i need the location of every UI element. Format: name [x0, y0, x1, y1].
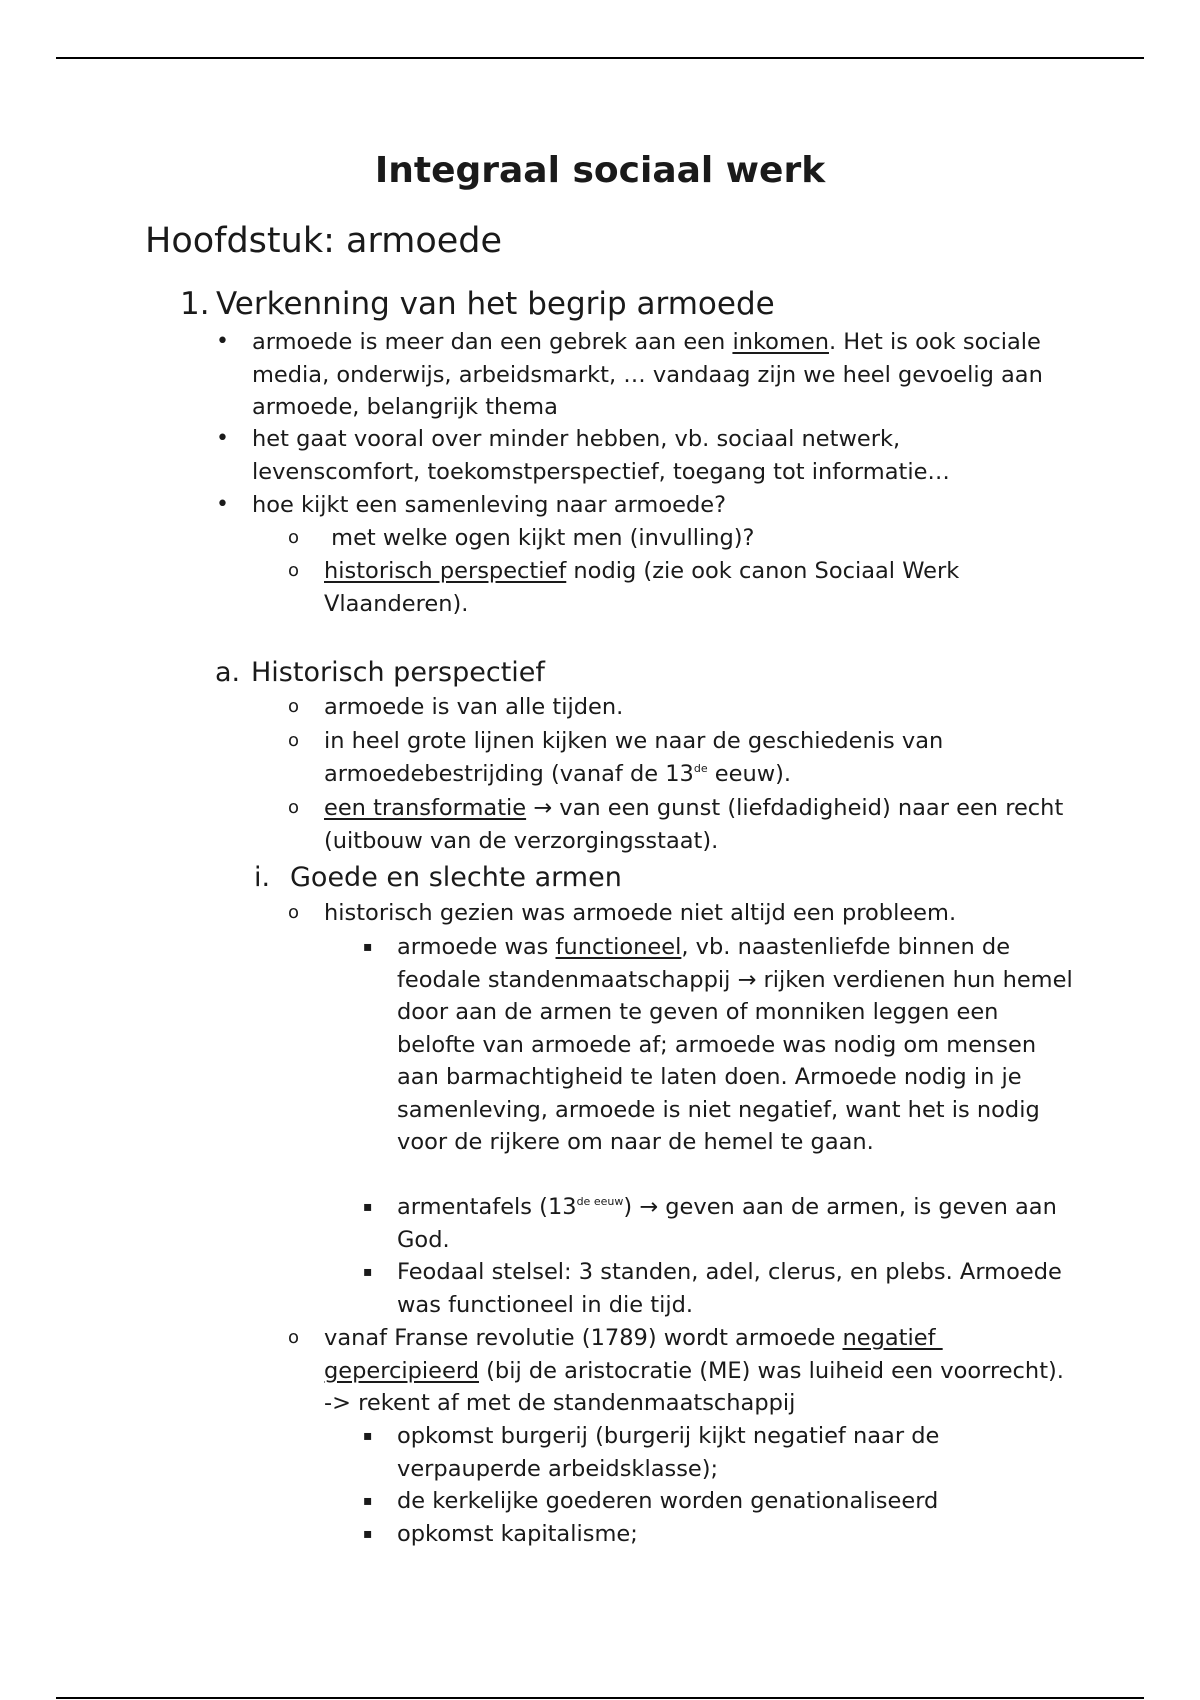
- list-item-text: de kerkelijke goederen worden genationaliseerd: [397, 1488, 939, 1514]
- subsection-number: a.: [215, 657, 241, 688]
- list-item-text: met welke ogen kijkt men (invulling)?: [324, 525, 755, 551]
- list-item-text: Feodaal stelsel: 3 standen, adel, clerus, en plebs. Armoede was functioneel in die tijd.: [397, 1259, 1062, 1318]
- list-item-text: armoede is van alle tijden.: [324, 694, 624, 720]
- list-item: [288, 522, 1069, 555]
- square-marker: ▪: [363, 939, 373, 955]
- list-item: [288, 1322, 1086, 1420]
- circle-marker: o: [288, 730, 300, 751]
- list-item: [363, 1420, 1077, 1485]
- square-marker: ▪: [363, 1264, 373, 1280]
- list-item: [216, 423, 1052, 488]
- list-item: [363, 1518, 1077, 1551]
- square-marker: ▪: [363, 1526, 373, 1542]
- circle-marker: o: [288, 902, 300, 923]
- list-item-text: opkomst burgerij (burgerij kijkt negatief naar de verpauperde arbeidsklasse);: [397, 1423, 940, 1482]
- section-number: 1.: [180, 286, 210, 322]
- circle-marker: o: [288, 696, 300, 717]
- bullet-marker: •: [216, 426, 229, 451]
- footer-rule: [56, 1697, 1144, 1699]
- list-item-text: armentafels $(13^{de eeuw})$ → geven aan de armen, is geven aan God.: [397, 1194, 1057, 1253]
- list-item-text: opkomst kapitalisme;: [397, 1521, 638, 1547]
- list-item-text: armoede is meer dan een gebrek aan een inkomen. Het is ook sociale media, onderwijs, arbeidsmarkt, … vandaag zijn we heel gevoelig aan armoede, belangrijk thema: [252, 329, 1043, 420]
- circle-marker: o: [288, 560, 300, 581]
- document-title: Integraal sociaal werk: [374, 150, 826, 191]
- subsection-heading: Goede en slechte armen: [290, 862, 622, 893]
- chapter-heading: Hoofdstuk: armoede: [145, 221, 503, 261]
- circle-marker: o: [288, 1327, 300, 1348]
- list-item: [363, 931, 1077, 1159]
- list-item-text: het gaat vooral over minder hebben, vb. sociaal netwerk, levenscomfort, toekomstperspectief, toegang tot informatie…: [252, 426, 950, 485]
- bullet-marker: •: [216, 492, 229, 517]
- list-item: [288, 792, 1069, 857]
- list-item: [363, 1485, 1077, 1518]
- square-marker: ▪: [363, 1428, 373, 1444]
- list-item: [363, 1191, 1077, 1256]
- list-item-text: historisch perspectief nodig (zie ook canon Sociaal Werk Vlaanderen).: [324, 558, 960, 617]
- list-item-text: vanaf Franse revolutie (1789) wordt armoede negatief gepercipieerd (bij de aristocratie (ME) was luiheid een voorrecht). -> rekent af met de standenmaatschappij: [324, 1325, 1086, 1416]
- header-rule: [56, 57, 1144, 59]
- list-item-text: historisch gezien was armoede niet altijd een probleem.: [324, 900, 957, 926]
- square-marker: ▪: [363, 1199, 373, 1215]
- circle-marker: o: [288, 797, 300, 818]
- list-item: [216, 326, 1052, 424]
- subsection-heading: Historisch perspectief: [251, 657, 545, 688]
- list-item: [288, 691, 1069, 724]
- list-item-text: hoe kijkt een samenleving naar armoede?: [252, 492, 727, 518]
- list-item-text: armoede was functioneel, vb. naastenliefde binnen de feodale standenmaatschappij → rijken verdienen hun hemel door aan de armen te geven of monniken leggen een belofte van armoede af; armoede was nodig om mensen aan barmachtigheid te laten doen. Armoede nodig in je samenleving, armoede is niet negatief, want het is nodig voor de rijkere om naar de hemel te gaan.: [397, 934, 1073, 1155]
- square-marker: ▪: [363, 1493, 373, 1509]
- list-item: [288, 555, 1069, 620]
- list-item: [288, 897, 1069, 930]
- list-item: [216, 489, 1052, 522]
- list-item: [363, 1256, 1077, 1321]
- section-heading: Verkenning van het begrip armoede: [216, 286, 775, 322]
- list-item-text: een transformatie → van een gunst (liefdadigheid) naar een recht (uitbouw van de verzorgingsstaat).: [324, 795, 1064, 854]
- bullet-marker: •: [216, 329, 229, 354]
- list-item-text: in heel grote lijnen kijken we naar de geschiedenis van armoedebestrijding (vanaf de 13de eeuw).: [324, 728, 944, 787]
- subsection-number: i.: [254, 862, 271, 893]
- circle-marker: o: [288, 527, 300, 548]
- list-item: [288, 725, 1069, 790]
